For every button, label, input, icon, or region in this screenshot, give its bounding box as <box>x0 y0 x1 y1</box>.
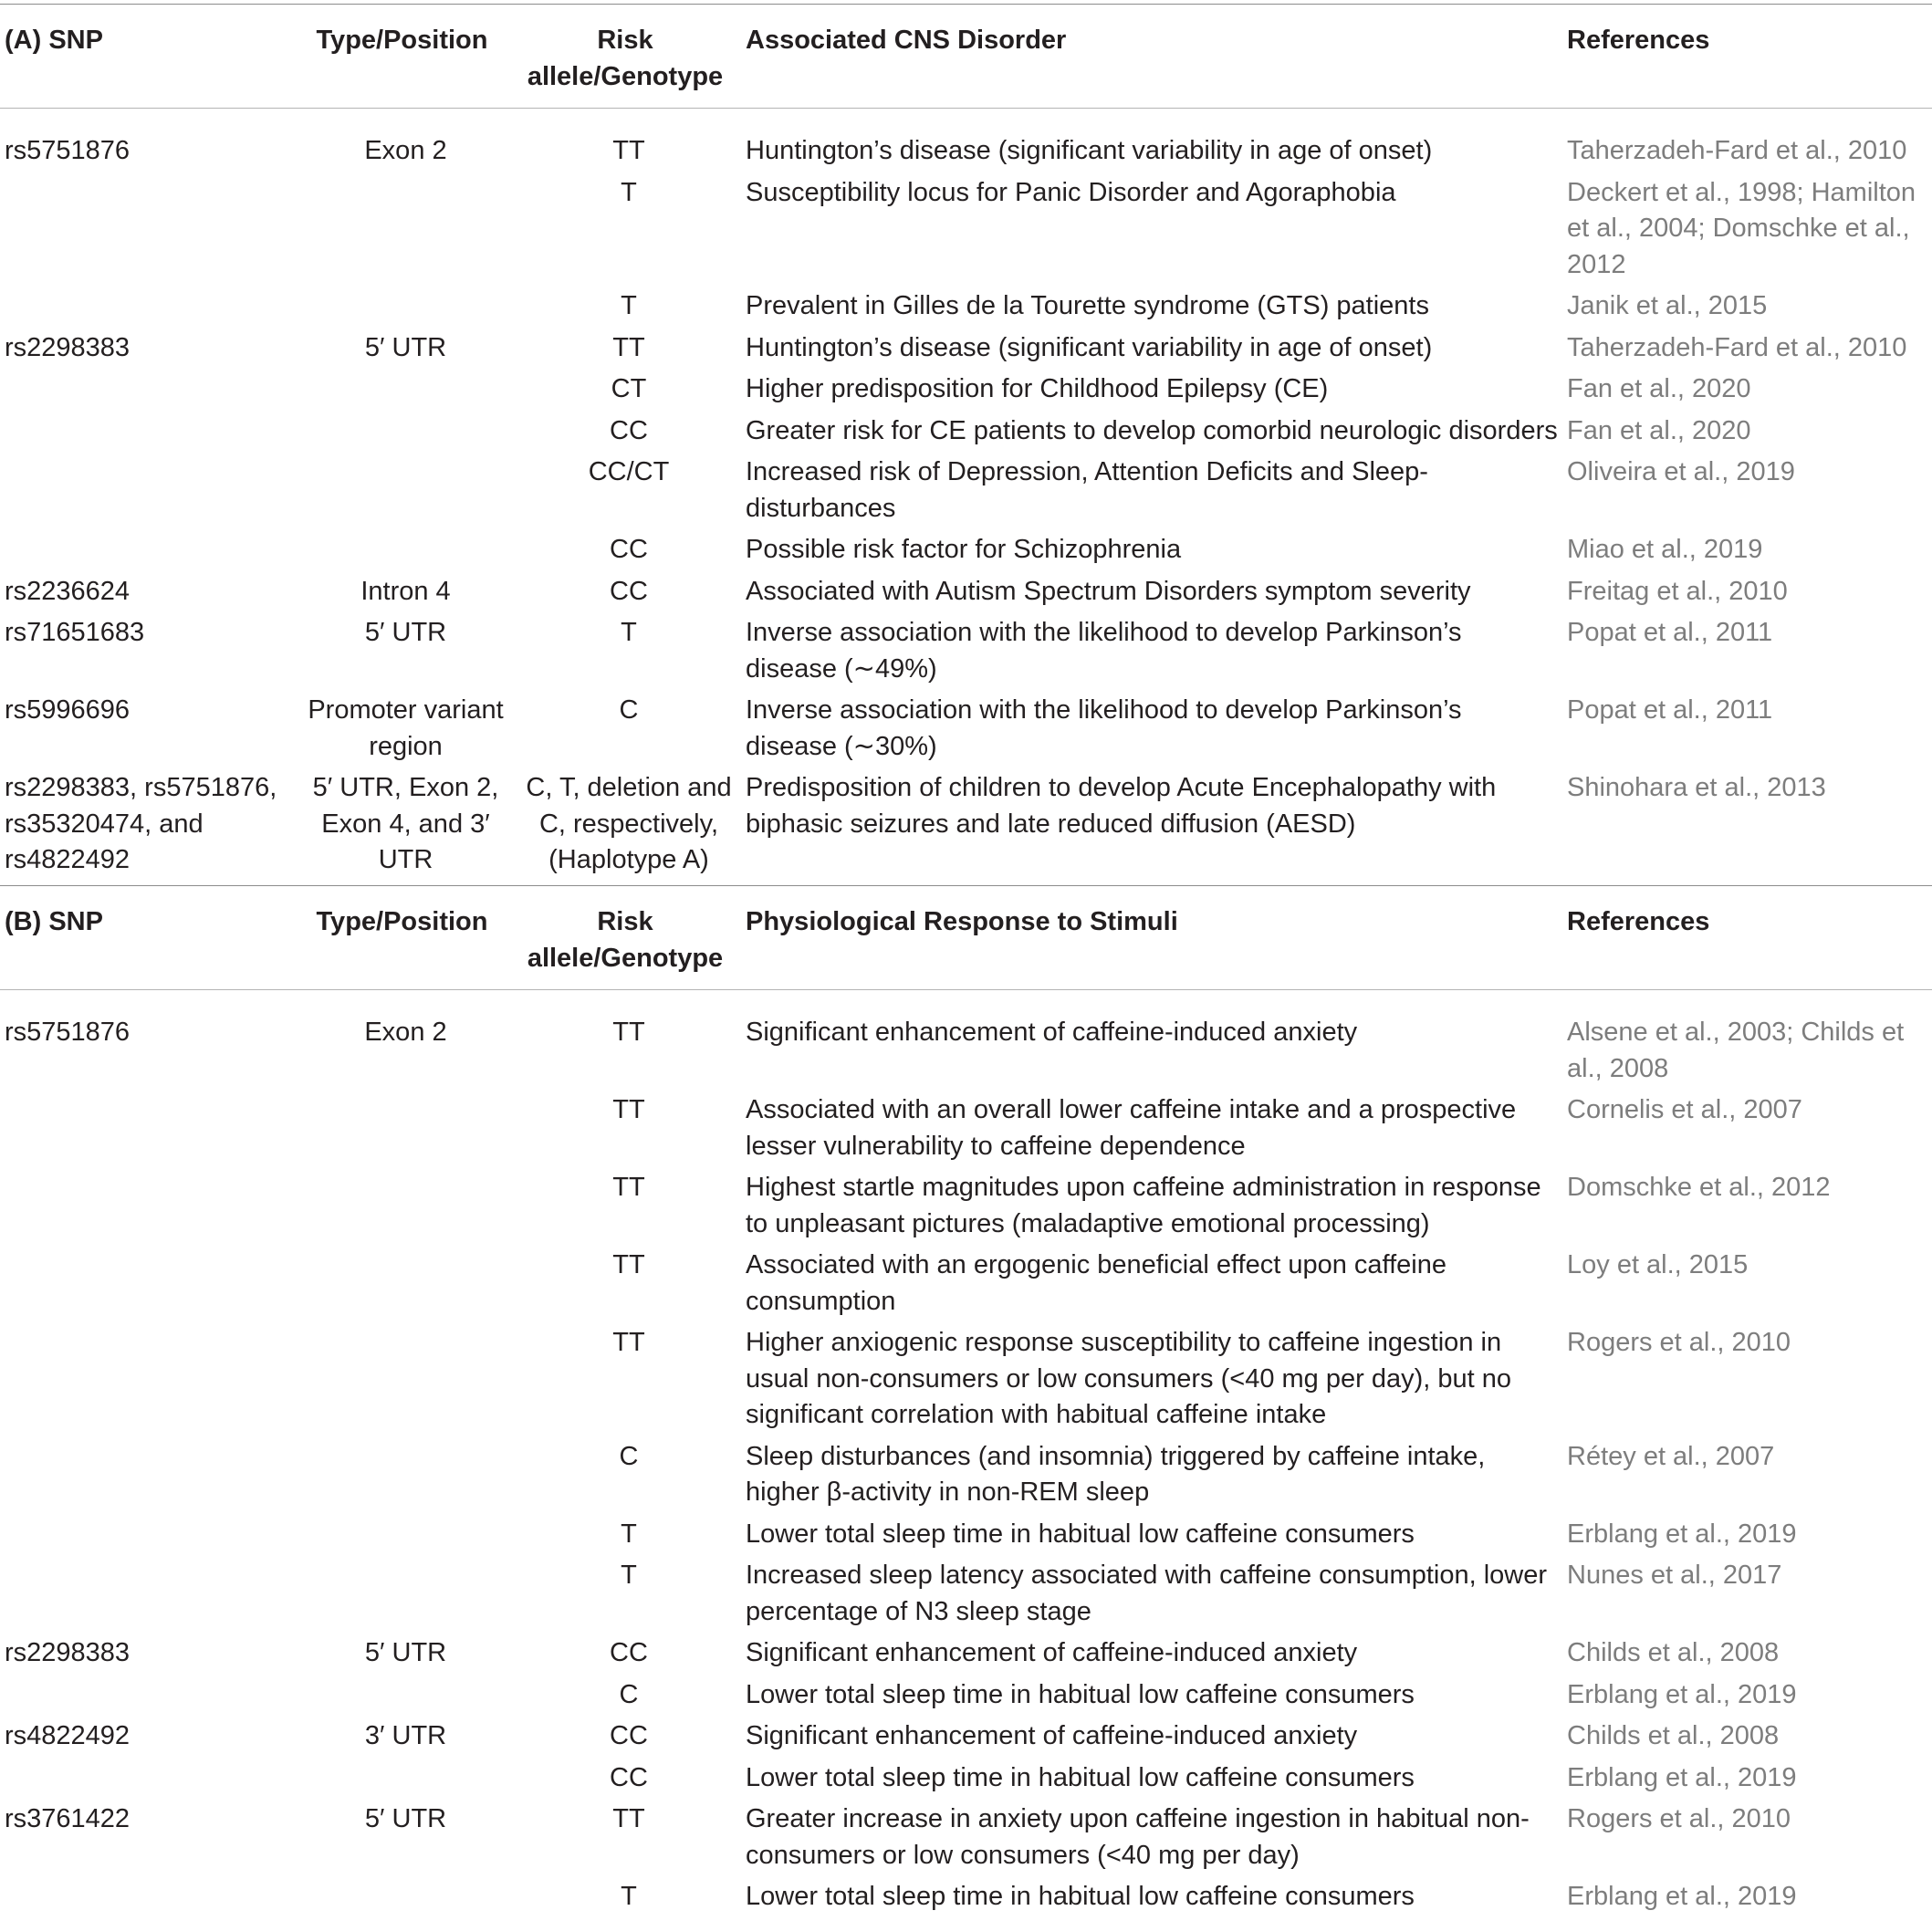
table-a-cns-disorders <box>0 4 1932 884</box>
cell-snp: rs4822492 <box>5 1721 131 1750</box>
cell-risk-allele: CC <box>610 576 648 606</box>
cell-risk-allele: T <box>621 618 637 647</box>
header-snp: (B) SNP <box>5 907 103 936</box>
cell-reference: Cornelis et al., 2007 <box>1567 1095 1802 1124</box>
cell-description: Prevalent in Gilles de la Tourette syndrome (GTS) patients <box>746 291 1429 320</box>
cell-description: Lower total sleep time in habitual low caffeine consumers <box>746 1679 1415 1709</box>
table-a-header-row <box>0 5 1932 109</box>
cell-reference: Rétey et al., 2007 <box>1567 1441 1775 1471</box>
cell-risk-allele: TT <box>612 1018 645 1047</box>
cell-description: Inverse association with the likelihood to develop Parkinson’s disease (∼30%) <box>746 695 1462 761</box>
cell-snp: rs2298383, rs5751876, rs35320474, and rs4822492 <box>5 773 277 874</box>
cell-reference: Childs et al., 2008 <box>1567 1721 1780 1750</box>
cell-type-position: 5′ UTR <box>364 1638 447 1667</box>
cell-risk-allele: TT <box>612 136 645 165</box>
cell-snp: rs2298383 <box>5 1638 131 1667</box>
table-b-physiological-response <box>0 885 1932 1921</box>
cell-snp <box>0 532 299 574</box>
cell-snp <box>0 1325 299 1439</box>
cell-risk-allele: C <box>619 1441 639 1471</box>
cell-risk-allele: TT <box>612 1095 645 1124</box>
cell-type-position: 5′ UTR <box>364 332 447 362</box>
cell-risk-allele: TT <box>612 1804 645 1833</box>
cell-type-position: 3′ UTR <box>364 1721 447 1750</box>
cell-description: Increased risk of Depression, Attention Deficits and Sleep-disturbances <box>746 457 1428 523</box>
cell-risk-allele: T <box>621 1519 637 1549</box>
cell-description: Lower total sleep time in habitual low caffeine consumers <box>746 1519 1415 1549</box>
cell-reference: Childs et al., 2008 <box>1567 1638 1780 1667</box>
cell-snp: rs2236624 <box>5 576 131 606</box>
cell-description: Associated with Autism Spectrum Disorders symptom severity <box>746 576 1471 606</box>
table-row <box>0 1517 1932 1559</box>
cell-snp <box>0 1677 299 1719</box>
cell-risk-allele: C <box>619 695 639 725</box>
cell-risk-allele: TT <box>612 1328 645 1357</box>
table-row <box>0 1879 1932 1921</box>
cell-description: Sleep disturbances (and insomnia) triggered by caffeine intake, higher β-activity in non-REM sleep <box>746 1441 1486 1507</box>
cell-risk-allele: C <box>619 1679 639 1709</box>
cell-type-position: 5′ UTR <box>364 1804 447 1833</box>
table-row <box>0 1248 1932 1325</box>
cell-description: Higher predisposition for Childhood Epilepsy (CE) <box>746 374 1329 403</box>
cell-reference: Erblang et al., 2019 <box>1567 1762 1797 1792</box>
cell-snp <box>0 1760 299 1802</box>
table-row <box>0 1635 1932 1677</box>
cell-type-position: Promoter variant region <box>308 695 504 761</box>
cell-snp <box>0 371 299 413</box>
header-snp: (A) SNP <box>5 26 103 55</box>
table-row <box>0 770 1932 884</box>
cell-snp: rs71651683 <box>5 618 145 647</box>
table-row <box>0 1760 1932 1802</box>
cell-type-position <box>299 1760 512 1802</box>
cell-description: Significant enhancement of caffeine-induced anxiety <box>746 1018 1358 1047</box>
cell-description: Significant enhancement of caffeine-induced anxiety <box>746 1638 1358 1667</box>
cell-type-position <box>299 175 512 289</box>
cell-snp <box>0 454 299 532</box>
table-row <box>0 1558 1932 1635</box>
table-row <box>0 1170 1932 1248</box>
cell-snp <box>0 1439 299 1517</box>
cell-type-position: 5′ UTR, Exon 2, Exon 4, and 3′ UTR <box>312 773 499 874</box>
cell-reference: Deckert et al., 1998; Hamilton et al., 2004; Domschke et al., 2012 <box>1567 177 1916 279</box>
cell-type-position <box>299 1677 512 1719</box>
cell-risk-allele: C, T, deletion and C, respectively, (Haplotype A) <box>526 773 732 874</box>
table-row <box>0 1718 1932 1760</box>
cell-reference: Shinohara et al., 2013 <box>1567 773 1826 802</box>
table-a-body <box>0 109 1932 884</box>
cell-snp <box>0 1558 299 1635</box>
cell-type-position <box>299 413 512 455</box>
header-references: References <box>1567 26 1710 55</box>
table-row <box>0 1325 1932 1439</box>
cell-reference: Popat et al., 2011 <box>1567 618 1773 647</box>
cell-snp <box>0 1092 299 1170</box>
cell-type-position <box>299 1558 512 1635</box>
cell-snp <box>0 1248 299 1325</box>
table-row <box>0 109 1932 175</box>
cell-risk-allele: TT <box>612 1173 645 1202</box>
cell-type-position <box>299 1092 512 1170</box>
cell-snp: rs5751876 <box>5 1018 131 1047</box>
header-risk-allele: Risk allele/Genotype <box>527 907 724 973</box>
cell-description: Increased sleep latency associated with caffeine consumption, lower percentage of N3 sleep stage <box>746 1561 1548 1626</box>
cell-type-position <box>299 1439 512 1517</box>
cell-risk-allele: CC <box>610 1721 648 1750</box>
cell-reference: Nunes et al., 2017 <box>1567 1561 1782 1590</box>
cell-risk-allele: CT <box>611 374 647 403</box>
cell-reference: Fan et al., 2020 <box>1567 374 1751 403</box>
cell-reference: Freitag et al., 2010 <box>1567 576 1788 606</box>
cell-risk-allele: T <box>621 177 637 207</box>
cell-risk-allele: CC <box>610 1762 648 1792</box>
cell-reference: Erblang et al., 2019 <box>1567 1679 1797 1709</box>
cell-risk-allele: CC <box>610 1638 648 1667</box>
cell-description: Higher anxiogenic response susceptibility to caffeine ingestion in usual non-consumers or low consumers (<40 mg per day), but no significant correlation with habitual caffeine intake <box>746 1328 1511 1429</box>
cell-snp <box>0 1170 299 1248</box>
cell-reference: Rogers et al., 2010 <box>1567 1328 1791 1357</box>
cell-reference: Fan et al., 2020 <box>1567 415 1751 445</box>
table-row <box>0 175 1932 289</box>
cell-reference: Erblang et al., 2019 <box>1567 1882 1797 1911</box>
cell-risk-allele: TT <box>612 1250 645 1279</box>
cell-description: Predisposition of children to develop Acute Encephalopathy with biphasic seizures and late reduced diffusion (AESD) <box>746 773 1497 839</box>
header-type-position: Type/Position <box>316 26 488 55</box>
cell-snp: rs5996696 <box>5 695 131 725</box>
cell-reference: Oliveira et al., 2019 <box>1567 457 1795 486</box>
cell-description: Greater increase in anxiety upon caffeine ingestion in habitual non-consumers or low consumers (<40 mg per day) <box>746 1804 1530 1870</box>
cell-reference: Erblang et al., 2019 <box>1567 1519 1797 1549</box>
cell-description: Highest startle magnitudes upon caffeine administration in response to unpleasant pictures (maladaptive emotional processing) <box>746 1173 1541 1238</box>
cell-risk-allele: T <box>621 1561 637 1590</box>
table-row <box>0 574 1932 616</box>
header-type-position: Type/Position <box>316 907 488 936</box>
table-row <box>0 990 1932 1093</box>
table-row <box>0 532 1932 574</box>
cell-type-position <box>299 288 512 330</box>
table-b-body <box>0 990 1932 1921</box>
cell-description: Lower total sleep time in habitual low caffeine consumers <box>746 1762 1415 1792</box>
cell-description: Greater risk for CE patients to develop comorbid neurologic disorders <box>746 415 1558 445</box>
table-row <box>0 1677 1932 1719</box>
cell-description: Huntington’s disease (significant variability in age of onset) <box>746 136 1433 165</box>
cell-type-position: Exon 2 <box>364 1018 447 1047</box>
cell-type-position <box>299 454 512 532</box>
table-row <box>0 288 1932 330</box>
cell-type-position <box>299 1879 512 1921</box>
cell-risk-allele: CC/CT <box>588 457 670 486</box>
cell-type-position <box>299 371 512 413</box>
table-row <box>0 615 1932 693</box>
cell-snp <box>0 1517 299 1559</box>
cell-risk-allele: TT <box>612 332 645 362</box>
header-references: References <box>1567 907 1710 936</box>
cell-risk-allele: CC <box>610 415 648 445</box>
cell-description: Inverse association with the likelihood to develop Parkinson’s disease (∼49%) <box>746 618 1462 684</box>
cell-reference: Rogers et al., 2010 <box>1567 1804 1791 1833</box>
table-row <box>0 1439 1932 1517</box>
table-row <box>0 330 1932 372</box>
cell-type-position <box>299 1325 512 1439</box>
table-row <box>0 371 1932 413</box>
cell-risk-allele: T <box>621 291 637 320</box>
table-row <box>0 1801 1932 1879</box>
cell-snp <box>0 175 299 289</box>
cell-description: Possible risk factor for Schizophrenia <box>746 535 1182 564</box>
cell-reference: Popat et al., 2011 <box>1567 695 1773 725</box>
cell-type-position <box>299 1170 512 1248</box>
cell-description: Susceptibility locus for Panic Disorder and Agoraphobia <box>746 177 1396 207</box>
table-row <box>0 413 1932 455</box>
cell-description: Associated with an ergogenic beneficial effect upon caffeine consumption <box>746 1250 1446 1316</box>
cell-type-position <box>299 1248 512 1325</box>
header-associated-disorder: Associated CNS Disorder <box>746 26 1067 55</box>
header-risk-allele: Risk allele/Genotype <box>527 26 724 91</box>
cell-type-position: 5′ UTR <box>364 618 447 647</box>
cell-type-position: Intron 4 <box>360 576 451 606</box>
cell-description: Associated with an overall lower caffeine intake and a prospective lesser vulnerability to caffeine dependence <box>746 1095 1517 1161</box>
cell-reference: Taherzadeh-Fard et al., 2010 <box>1567 332 1907 362</box>
cell-reference: Domschke et al., 2012 <box>1567 1173 1831 1202</box>
cell-reference: Taherzadeh-Fard et al., 2010 <box>1567 136 1907 165</box>
cell-type-position <box>299 1517 512 1559</box>
cell-description: Significant enhancement of caffeine-induced anxiety <box>746 1721 1358 1750</box>
table-row <box>0 454 1932 532</box>
cell-type-position: Exon 2 <box>364 136 447 165</box>
cell-snp: rs5751876 <box>5 136 131 165</box>
header-physiological-response: Physiological Response to Stimuli <box>746 907 1178 936</box>
cell-snp <box>0 288 299 330</box>
cell-description: Lower total sleep time in habitual low caffeine consumers <box>746 1882 1415 1911</box>
cell-risk-allele: CC <box>610 535 648 564</box>
cell-snp <box>0 1879 299 1921</box>
cell-reference: Alsene et al., 2003; Childs et al., 2008 <box>1567 1018 1905 1083</box>
cell-type-position <box>299 532 512 574</box>
cell-snp: rs3761422 <box>5 1804 131 1833</box>
cell-snp: rs2298383 <box>5 332 131 362</box>
cell-snp <box>0 413 299 455</box>
table-row <box>0 1092 1932 1170</box>
cell-reference: Loy et al., 2015 <box>1567 1250 1749 1279</box>
cell-description: Huntington’s disease (significant variability in age of onset) <box>746 332 1433 362</box>
table-row <box>0 693 1932 770</box>
cell-reference: Janik et al., 2015 <box>1567 291 1768 320</box>
cell-reference: Miao et al., 2019 <box>1567 535 1763 564</box>
cell-risk-allele: T <box>621 1882 637 1911</box>
table-b-header-row <box>0 886 1932 990</box>
